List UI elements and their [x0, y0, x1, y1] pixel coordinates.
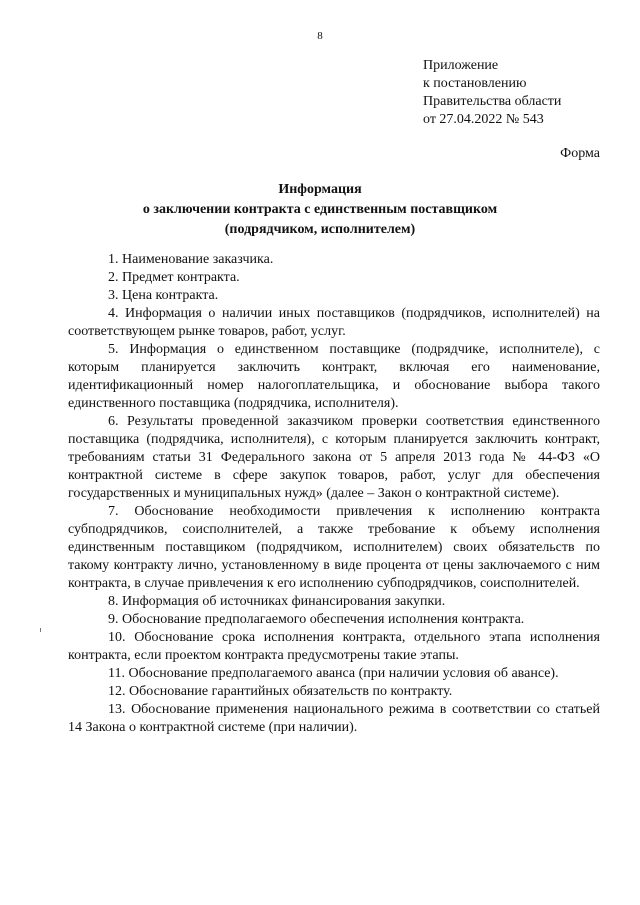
title-line: (подрядчиком, исполнителем)	[224, 222, 416, 237]
list-item: 8. Информация об источниках финансирования закупки.	[108, 594, 446, 609]
list-item: 13. Обоснование применения национального режима в соответствии со статьей 14 Закона о контрактной системе (при наличии).	[68, 702, 600, 735]
appendix-block	[423, 57, 561, 129]
list-item: 2. Предмет контракта.	[108, 270, 240, 285]
list-item: 11. Обоснование предполагаемого аванса (при наличии условия об авансе).	[108, 666, 559, 681]
page-number: 8	[317, 30, 323, 42]
list-item: 7. Обоснование необходимости привлечения к исполнению контракта субподрядчиков, соисполнителей, а также требование к объему исполнения единственным поставщиком (подрядчиком, исполнителем) своих обязательств по такому контракту лично, установленному в виде процента от цены заключаемого с ним контракта, в случае привлечения к его исполнению субподрядчиков, соисполнителей.	[68, 504, 600, 591]
list-item: 3. Цена контракта.	[108, 288, 219, 303]
appendix-line: Правительства области	[423, 94, 562, 109]
form-label: Форма	[560, 146, 600, 161]
title-line: о заключении контракта с единственным поставщиком	[142, 202, 498, 217]
appendix-line: Приложение	[423, 58, 499, 73]
list-item: 4. Информация о наличии иных поставщиков (подрядчиков, исполнителей) на соответствующем рынке товаров, работ, услуг.	[68, 306, 600, 339]
appendix-line: к постановлению	[423, 76, 527, 91]
list-item: 9. Обоснование предполагаемого обеспечения исполнения контракта.	[108, 612, 525, 627]
appendix-line: от 27.04.2022 № 543	[423, 112, 544, 127]
list-item: 5. Информация о единственном поставщике (подрядчике, исполнителе), с которым планируется заключить контракт, включая его наименование, идентификационный номер налогоплательщика, и обоснование выбора такого единственного поставщика (подрядчика, исполнителя).	[68, 342, 600, 411]
items-list	[68, 251, 600, 737]
list-item: 10. Обоснование срока исполнения контракта, отдельного этапа исполнения контракта, если проектом контракта предусмотрены такие этапы.	[68, 630, 600, 663]
scan-artifact	[40, 628, 41, 632]
document-title	[0, 180, 640, 240]
list-item: 12. Обоснование гарантийных обязательств по контракту.	[108, 684, 453, 699]
list-item: 1. Наименование заказчика.	[108, 252, 274, 267]
title-line: Информация	[278, 182, 362, 197]
list-item: 6. Результаты проведенной заказчиком проверки соответствия единственного поставщика (подрядчика, исполнителя), с которым планируется заключить контракт, требованиям статьи 31 Федерального закона от 5 апреля 2013 года № 44-ФЗ «О контрактной системе в сфере закупок товаров, работ, услуг для обеспечения государственных и муниципальных нужд» (далее – Закон о контрактной системе).	[68, 414, 600, 501]
